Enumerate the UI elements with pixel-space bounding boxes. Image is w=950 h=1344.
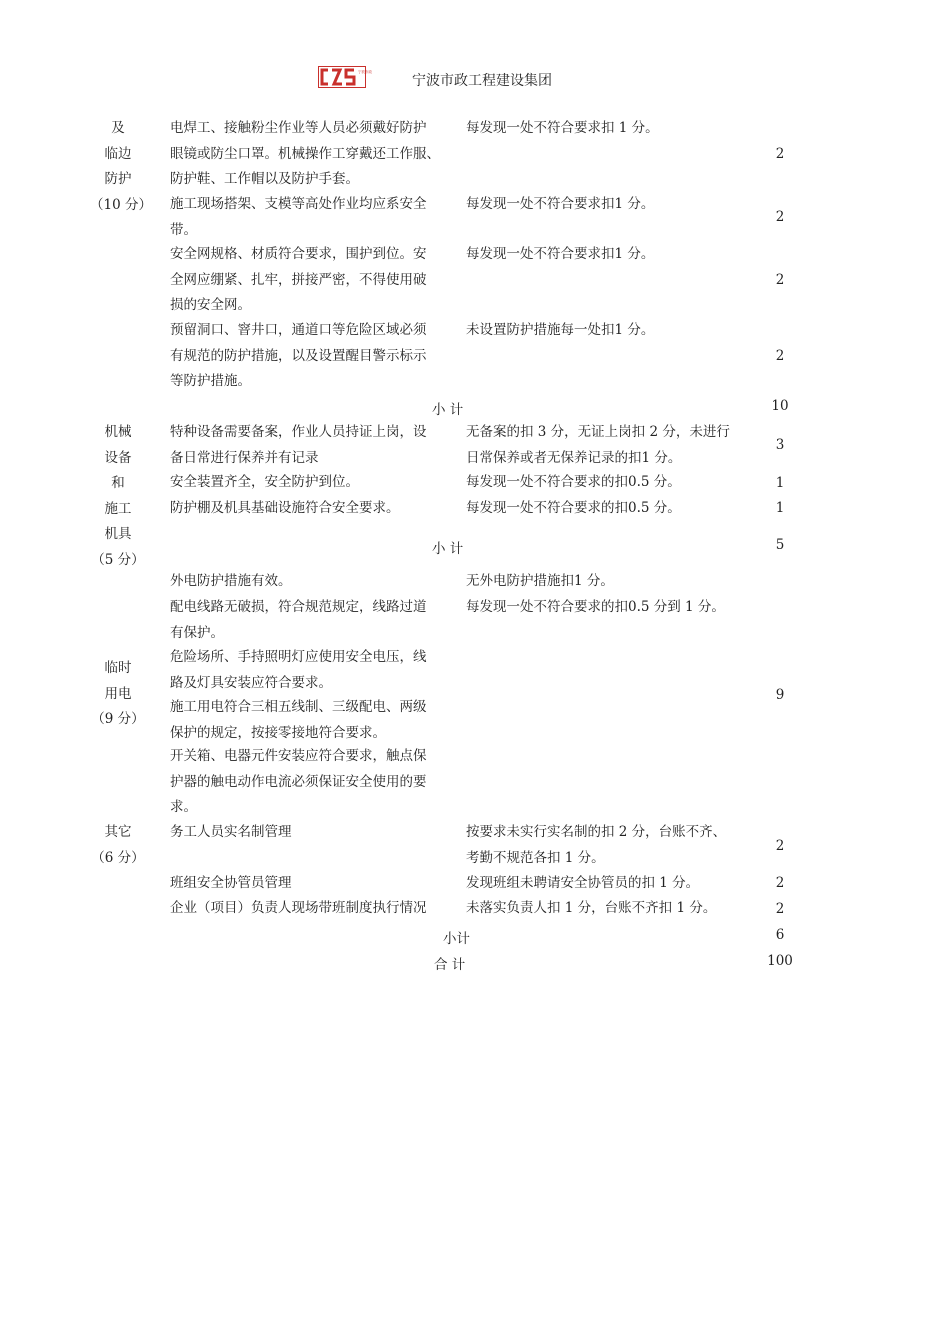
requirement-text: 电焊工、接触粉尘作业等人员必须戴好防护 眼镜或防尘口罩。机械操作工穿戴还工作服、 防护鞋、工作帽以及防护手套。 <box>170 120 440 187</box>
logo-text: 宁波市政 <box>358 70 372 74</box>
item-score: 2 <box>775 146 785 162</box>
total-value: 100 <box>767 953 793 969</box>
requirement-text: 施工用电符合三相五线制、三级配电、两级 保护的规定，按接零接地符合要求。 <box>170 699 427 741</box>
item-score: 3 <box>775 437 785 453</box>
requirement-text: 安全装置齐全，安全防护到位。 <box>170 474 359 490</box>
requirement-text: 安全网规格、材质符合要求，围护到位。安 全网应绷紧、扎牢，拼接严密，不得使用破 损的安全网。 <box>170 246 427 313</box>
category-machinery: 机械 设备 和 施工 机具 （5 分） <box>91 424 145 568</box>
requirement-text: 班组安全协管员管理 <box>170 875 292 891</box>
subtotal-label: 小计 <box>443 931 470 947</box>
requirement-text: 特种设备需要备案，作业人员持证上岗，设 备日常进行保养并有记录 <box>170 424 427 466</box>
deduction-text: 未设置防护措施每一处扣1 分。 <box>466 322 655 338</box>
requirement-text: 外电防护措施有效。 <box>170 573 292 589</box>
deduction-text: 无备案的扣 3 分，无证上岗扣 2 分，未进行 日常保养或者无保养记录的扣1 分。 <box>466 424 730 466</box>
requirement-text: 危险场所、手持照明灯应使用安全电压，线 路及灯具安装应符合要求。 <box>170 649 427 691</box>
item-score: 2 <box>775 272 785 288</box>
category-electricity: 临时 用电 （9 分） <box>91 660 145 727</box>
category-protection: 及 临边 防护 （10 分） <box>90 120 152 213</box>
requirement-text: 防护棚及机具基础设施符合安全要求。 <box>170 500 400 516</box>
subtotal-value: 6 <box>775 927 785 943</box>
deduction-text: 按要求未实行实名制的扣 2 分，台账不齐、 考勤不规范各扣 1 分。 <box>466 824 727 866</box>
subtotal-label: 小 计 <box>432 541 464 557</box>
deduction-text: 每发现一处不符合要求的扣0.5 分。 <box>466 474 681 490</box>
requirement-text: 预留洞口、窨井口，通道口等危险区域必须 有规范的防护措施，以及设置醒目警示标示 等防护措施。 <box>170 322 427 389</box>
requirement-text: 施工现场搭架、支模等高处作业均应系安全 带。 <box>170 196 427 238</box>
section-score: 9 <box>775 687 785 703</box>
item-score: 2 <box>775 901 785 917</box>
item-score: 2 <box>775 209 785 225</box>
deduction-text: 每发现一处不符合要求的扣0.5 分到 1 分。 <box>466 599 725 615</box>
requirement-text: 配电线路无破损，符合规范规定，线路过道 有保护。 <box>170 599 427 641</box>
subtotal-value: 5 <box>775 537 785 553</box>
requirement-text: 企业（项目）负责人现场带班制度执行情况 <box>170 900 427 916</box>
item-score: 1 <box>775 500 785 516</box>
requirement-text: 务工人员实名制管理 <box>170 824 292 840</box>
deduction-text: 每发现一处不符合要求扣 1 分。 <box>466 120 659 136</box>
total-label: 合 计 <box>434 957 466 973</box>
company-logo <box>318 66 372 88</box>
deduction-text: 未落实负责人扣 1 分，台账不齐扣 1 分。 <box>466 900 717 916</box>
subtotal-value: 10 <box>771 398 789 414</box>
category-other: 其它 （6 分） <box>91 824 145 866</box>
deduction-text: 每发现一处不符合要求扣1 分。 <box>466 246 655 262</box>
deduction-text: 无外电防护措施扣1 分。 <box>466 573 614 589</box>
requirement-text: 开关箱、电器元件安装应符合要求，触点保 护器的触电动作电流必须保证安全使用的要 求。 <box>170 748 427 815</box>
item-score: 2 <box>775 348 785 364</box>
item-score: 2 <box>775 875 785 891</box>
subtotal-label: 小 计 <box>432 402 464 418</box>
deduction-text: 每发现一处不符合要求扣1 分。 <box>466 196 655 212</box>
deduction-text: 发现班组未聘请安全协管员的扣 1 分。 <box>466 875 700 891</box>
item-score: 1 <box>775 475 785 491</box>
deduction-text: 每发现一处不符合要求的扣0.5 分。 <box>466 500 681 516</box>
item-score: 2 <box>775 838 785 854</box>
org-name: 宁波市政工程建设集团 <box>412 73 552 89</box>
